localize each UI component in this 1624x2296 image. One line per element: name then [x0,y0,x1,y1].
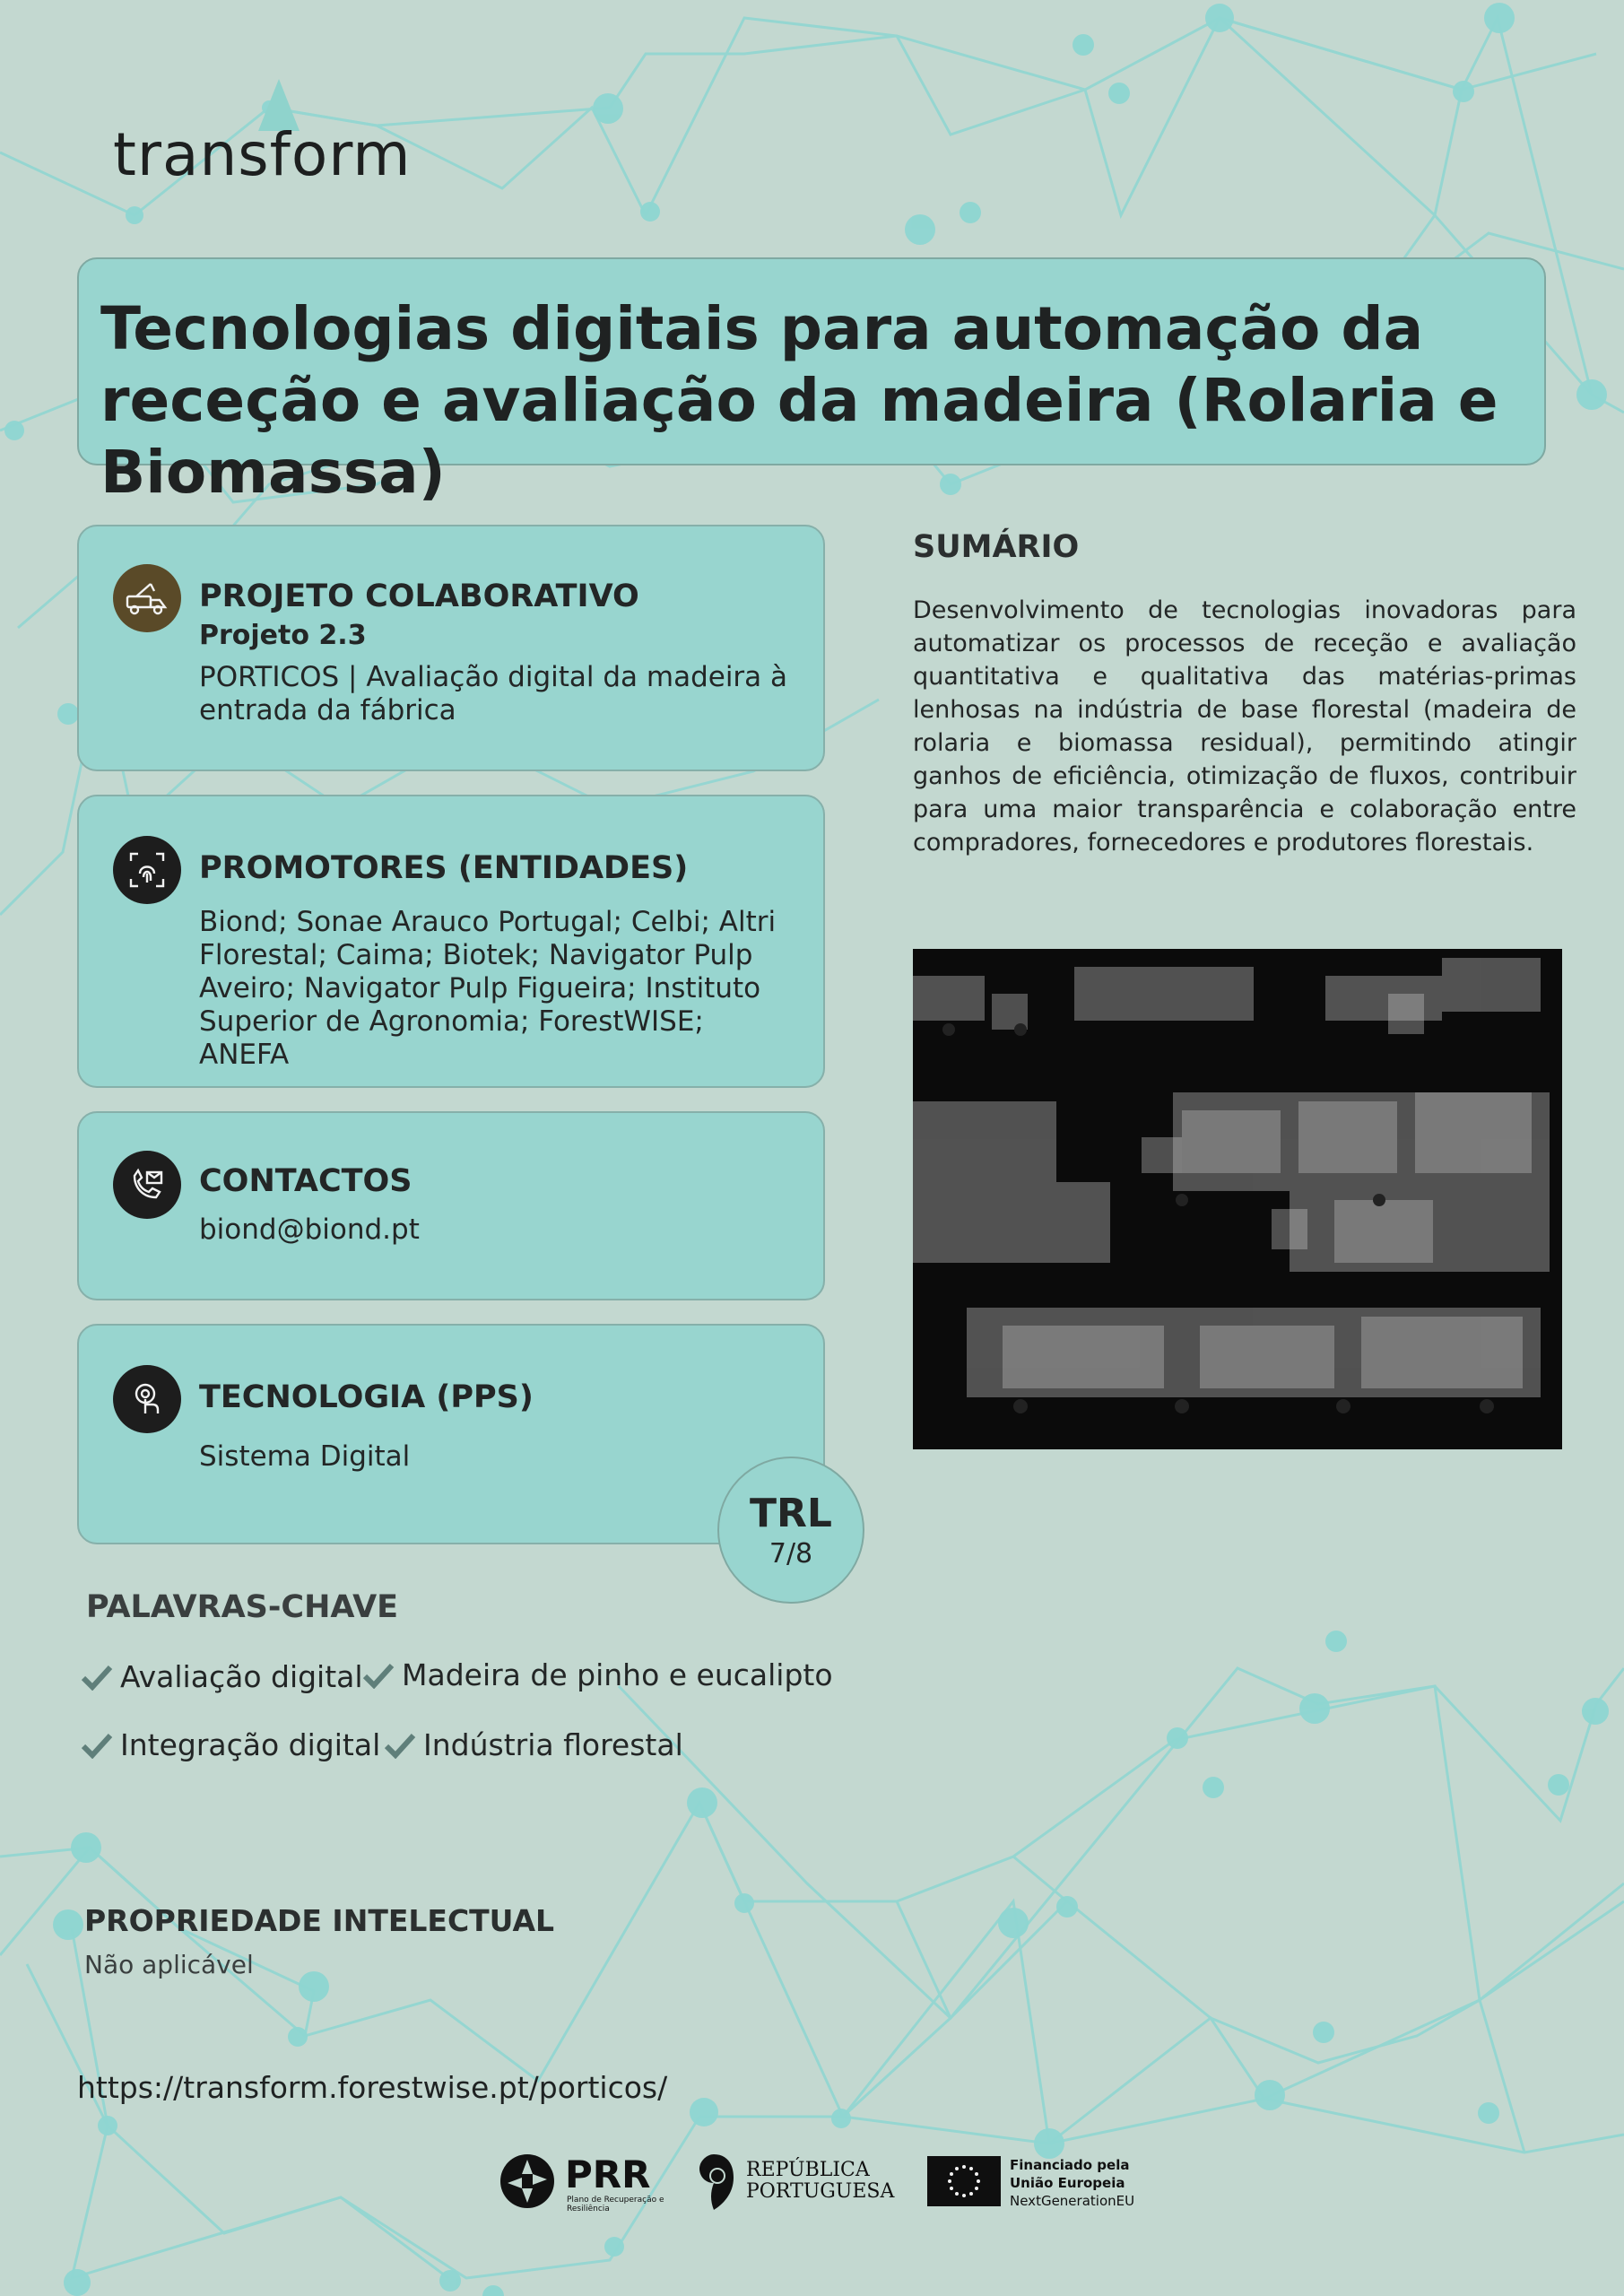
promoters-card [77,795,825,1088]
summary-text: Desenvolvimento de tecnologias inovadoras para automatizar os processos de receção e avaliação quantitativa e qualitativa das matérias-primas lenhosas na indústria de base florestal (madeira de rolaria e biomassa residual), permitindo atingir ganhos de eficiência, otimização de fluxos, contribuir para uma maior transparência e colaboração entre compradores, fornecedores e produtores florestais. [913,596,1576,857]
project-description: PORTICOS | Avaliação digital da madeira à entrada da fábrica [199,661,788,726]
technology-value: Sistema Digital [199,1440,411,1473]
republica-portuguesa-emblem-icon [690,2151,737,2213]
project-card-title: PROJETO COLABORATIVO [199,578,639,614]
phone-mail-icon [113,1151,181,1219]
keyword-item: Madeira de pinho e eucalipto [362,1657,833,1692]
check-icon [384,1732,416,1759]
prr-subtitle: Plano de Recuperação e Resiliência [567,2196,664,2213]
log-trucks-image [913,949,1562,1449]
contact-email[interactable]: biond@biond.pt [199,1213,420,1246]
keyword-item: Integração digital [81,1727,380,1762]
ip-value: Não aplicável [84,1950,254,1979]
promoters-list: Biond; Sonae Arauco Portugal; Celbi; Altri Florestal; Caima; Biotek; Navigator Pulp Aveiro; Navigator Pulp Figueira; Instituto Superior de Agronomia; ForestWISE; ANEFA [199,906,777,1071]
eu-flag-icon [927,2156,1001,2206]
ip-heading: PROPRIEDADE INTELECTUAL [84,1903,555,1938]
trl-label: TRL [750,1491,832,1536]
fingerprint-scan-icon [113,836,181,904]
logo-text: transform [113,120,412,189]
republica-portuguesa-text: REPÚBLICA PORTUGUESA [746,2159,895,2203]
keyword-item: Avaliação digital [81,1659,363,1694]
truck-crane-icon [113,564,181,632]
contacts-card [77,1111,825,1300]
trl-badge [717,1457,864,1604]
project-url-link[interactable]: https://transform.forestwise.pt/porticos/ [77,2070,668,2105]
trl-value: 7/8 [769,1538,813,1570]
technology-card [77,1324,825,1544]
page-title: Tecnologias digitais para automação da receção e avaliação da madeira (Rolaria e Biomassa) [100,294,1498,507]
keywords-heading: PALAVRAS-CHAVE [86,1589,399,1625]
check-icon [362,1662,395,1689]
promoters-card-title: PROMOTORES (ENTIDADES) [199,850,689,886]
touch-gear-icon [113,1365,181,1433]
project-number: Projeto 2.3 [199,620,367,651]
prr-logo-icon [499,2152,556,2210]
eu-funding-text: Financiado pela União Europeia NextGenerationEU [1010,2157,1135,2209]
footer-logos [499,2149,1144,2221]
prr-name: PRR [565,2152,651,2196]
technology-card-title: TECNOLOGIA (PPS) [199,1379,534,1415]
project-card [77,525,825,771]
keyword-item: Indústria florestal [384,1727,683,1762]
check-icon [81,1732,113,1759]
transform-logo [113,79,412,196]
title-banner [77,257,1546,507]
check-icon [81,1664,113,1691]
contacts-card-title: CONTACTOS [199,1163,413,1199]
summary-heading: SUMÁRIO [913,529,1080,565]
